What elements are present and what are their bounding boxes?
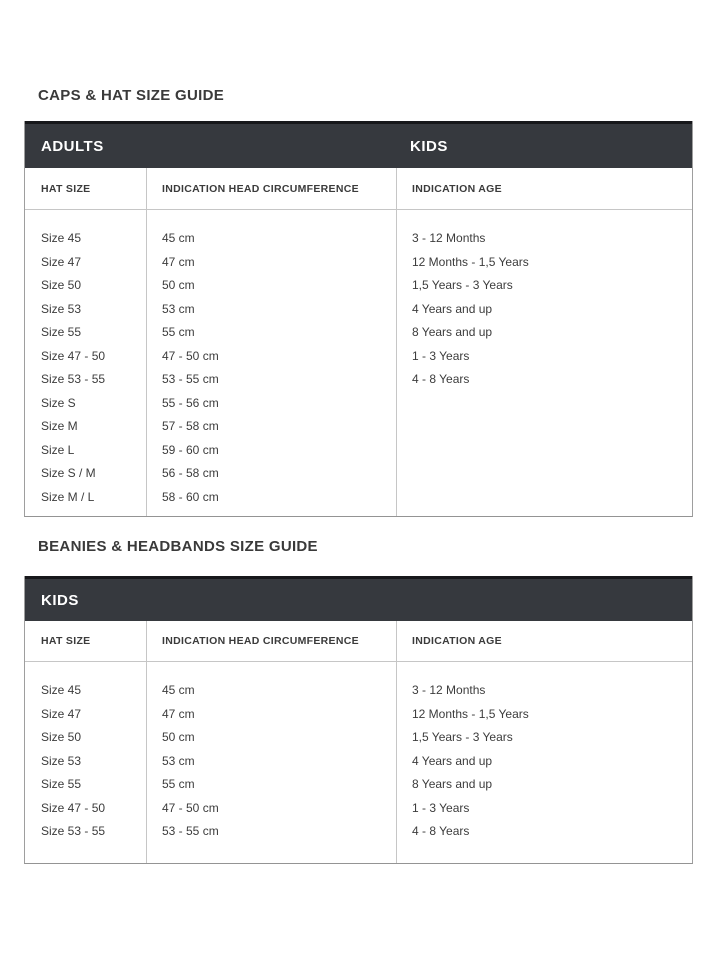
group-header-kids: KIDS xyxy=(410,137,448,155)
age-cell xyxy=(397,439,693,463)
age-cell: 4 Years and up xyxy=(412,753,493,768)
column-header-hat-size: HAT SIZE xyxy=(41,182,91,195)
hat-size-cell: Size S / M xyxy=(41,466,96,480)
circumference-cell: 47 - 50 cm xyxy=(162,800,219,815)
hat-size-cell: Size 53 xyxy=(41,301,82,316)
age-cell: 1 - 3 Years xyxy=(412,348,470,363)
circumference-cell: 47 cm xyxy=(162,706,195,721)
age-cell: 8 Years and up xyxy=(412,325,493,339)
circumference-cell: 53 cm xyxy=(162,753,195,768)
circumference-cell: 45 cm xyxy=(162,231,195,245)
age-cell: 3 - 12 Months xyxy=(412,231,486,245)
circumference-cell: 55 cm xyxy=(162,325,195,339)
hat-size-cell: Size 47 - 50 xyxy=(41,800,106,815)
circumference-cell: 47 - 50 cm xyxy=(162,348,219,363)
age-cell: 12 Months - 1,5 Years xyxy=(412,706,529,721)
circumference-cell: 55 cm xyxy=(162,777,195,791)
age-cell: 1,5 Years - 3 Years xyxy=(412,730,513,744)
circumference-cell: 53 - 55 cm xyxy=(162,372,219,386)
circumference-cell: 53 - 55 cm xyxy=(162,824,219,838)
circumference-cell: 57 - 58 cm xyxy=(162,419,219,433)
age-cell: 4 Years and up xyxy=(412,301,493,316)
age-cell: 12 Months - 1,5 Years xyxy=(412,254,529,269)
circumference-cell: 50 cm xyxy=(162,730,195,744)
age-cell: 3 - 12 Months xyxy=(412,683,486,697)
group-header-kids: KIDS xyxy=(41,591,79,609)
group-header-adults: ADULTS xyxy=(41,137,104,155)
column-header-hat-size: HAT SIZE xyxy=(41,635,91,647)
hat-size-cell: Size S xyxy=(41,395,76,410)
beanies-table-group-header xyxy=(25,576,692,621)
hat-size-cell: Size 47 xyxy=(41,254,82,269)
age-cell: 4 - 8 Years xyxy=(412,824,470,838)
hat-size-cell: Size 53 xyxy=(41,753,82,768)
circumference-cell: 50 cm xyxy=(162,278,195,292)
column-header-head-circumference: INDICATION HEAD CIRCUMFERENCE xyxy=(146,168,396,209)
hat-size-cell: Size M / L xyxy=(41,489,95,504)
caps-circumference-column xyxy=(146,210,396,516)
age-cell: 8 Years and up xyxy=(412,777,493,791)
age-cell xyxy=(397,392,693,416)
beanies-circumference-column xyxy=(146,662,396,863)
hat-size-cell: Size 55 xyxy=(41,777,82,791)
circumference-cell: 56 - 58 cm xyxy=(162,466,219,480)
age-cell: 4 - 8 Years xyxy=(412,372,470,386)
hat-size-cell: Size 45 xyxy=(41,683,82,697)
beanies-size-table xyxy=(24,576,693,864)
circumference-cell: 47 cm xyxy=(162,254,195,269)
column-header-indication-age: INDICATION AGE xyxy=(396,621,693,661)
hat-size-cell: Size 55 xyxy=(41,325,82,339)
age-cell xyxy=(397,462,693,486)
beanies-age-column xyxy=(396,662,693,863)
caps-table-group-header xyxy=(25,121,692,168)
age-cell: 1,5 Years - 3 Years xyxy=(412,278,513,292)
hat-size-cell: Size 53 - 55 xyxy=(41,372,106,386)
hat-size-cell: Size L xyxy=(41,442,75,457)
age-cell xyxy=(397,486,693,510)
caps-size-guide-title: CAPS & HAT SIZE GUIDE xyxy=(38,87,225,104)
hat-size-cell: Size 53 - 55 xyxy=(41,824,106,838)
age-cell: 1 - 3 Years xyxy=(412,800,470,815)
caps-table-body xyxy=(25,210,692,516)
caps-hat-size-column xyxy=(25,210,146,516)
circumference-cell: 55 - 56 cm xyxy=(162,395,219,410)
caps-table-column-headers xyxy=(25,168,692,210)
age-cell xyxy=(397,415,693,439)
hat-size-cell: Size 50 xyxy=(41,730,82,744)
circumference-cell: 59 - 60 cm xyxy=(162,442,219,457)
caps-size-table xyxy=(24,121,693,517)
beanies-hat-size-column xyxy=(25,662,146,863)
hat-size-cell: Size 45 xyxy=(41,231,82,245)
column-header-head-circumference: INDICATION HEAD CIRCUMFERENCE xyxy=(146,621,396,661)
circumference-cell: 45 cm xyxy=(162,683,195,697)
hat-size-cell: Size 47 xyxy=(41,706,82,721)
hat-size-cell: Size 47 - 50 xyxy=(41,348,106,363)
beanies-table-column-headers xyxy=(25,621,692,662)
circumference-cell: 53 cm xyxy=(162,301,195,316)
column-header-indication-age: INDICATION AGE xyxy=(396,168,693,209)
hat-size-cell: Size M xyxy=(41,419,78,433)
hat-size-cell: Size 50 xyxy=(41,278,82,292)
beanies-size-guide-title: BEANIES & HEADBANDS SIZE GUIDE xyxy=(38,538,318,555)
caps-age-column xyxy=(396,210,693,516)
beanies-table-body xyxy=(25,662,692,863)
circumference-cell: 58 - 60 cm xyxy=(162,489,219,504)
